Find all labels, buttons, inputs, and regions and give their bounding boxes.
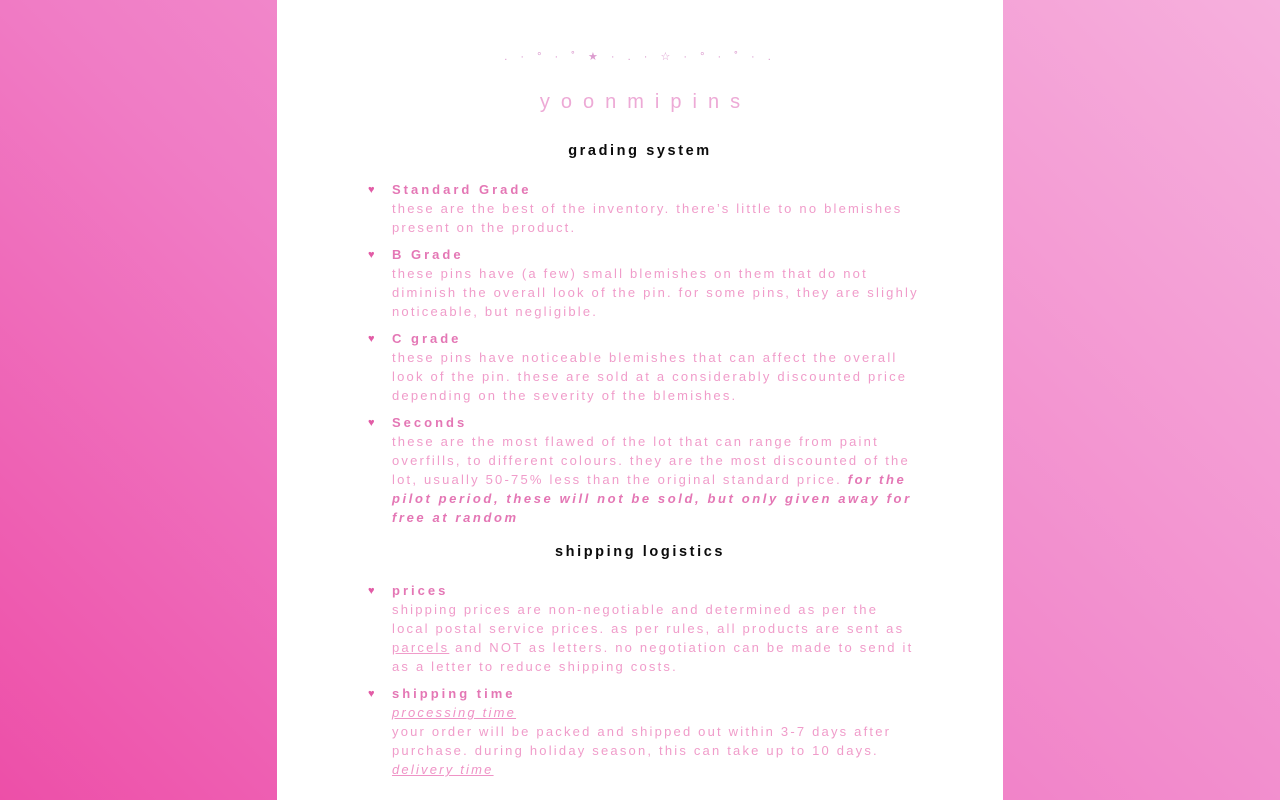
item-title: B Grade: [392, 247, 464, 262]
item-body: these pins have (a few) small blemishes on them that do not diminish the overall look of the pin. for some pins, they are slighly noticeable, but negligible.: [392, 266, 919, 319]
heart-bullet-icon: ♥: [368, 417, 375, 429]
list-item-prices: [368, 581, 928, 676]
sparkle-divider-icon: . · ° · ˚ ★ · . · ☆ · ° · ˚ · .: [504, 51, 776, 63]
item-body: these are the best of the inventory. there’s little to no blemishes present on the product.: [392, 201, 903, 235]
processing-time-link[interactable]: processing time: [392, 705, 517, 720]
heart-bullet-icon: ♥: [368, 688, 375, 700]
page-content: [277, 0, 1003, 779]
site-title: yoonmipins: [539, 91, 752, 113]
list-item-b-grade: [368, 245, 928, 321]
item-title: C grade: [392, 331, 462, 346]
item-title: Standard Grade: [392, 182, 532, 197]
item-body: these pins have noticeable blemishes that can affect the overall look of the pin. these are sold at a considerably discounted price depending on the severity of the blemishes.: [392, 350, 908, 403]
item-body: your order will be packed and shipped out within 3-7 days after purchase. during holiday season, this can take up to 10 days.: [392, 724, 892, 758]
content-panel: [277, 0, 1003, 800]
list-item-standard-grade: [368, 180, 928, 237]
grading-system-list: [368, 180, 928, 527]
heart-bullet-icon: ♥: [368, 184, 375, 196]
list-item-seconds: [368, 413, 928, 527]
shipping-logistics-list: [368, 581, 928, 779]
item-body-text: shipping prices are non-negotiable and determined as per the local postal service prices. as per rules, all products are sent as: [392, 602, 905, 636]
item-body: [392, 600, 920, 676]
item-title: prices: [392, 583, 449, 598]
item-title: Seconds: [392, 415, 468, 430]
section-heading-shipping-logistics: shipping logistics: [554, 544, 726, 560]
pilot-period-emphasis: for the pilot period, these will not be sold, but only given away for free at random: [392, 472, 912, 525]
section-heading-grading-system: grading system: [568, 143, 712, 159]
delivery-time-link[interactable]: delivery time: [392, 762, 494, 777]
item-body-text: and NOT as letters. no negotiation can be made to send it as a letter to reduce shipping costs.: [392, 640, 914, 674]
item-title: shipping time: [392, 686, 516, 701]
list-item-c-grade: [368, 329, 928, 405]
list-item-shipping-time: [368, 684, 928, 779]
heart-bullet-icon: ♥: [368, 249, 375, 261]
item-body-text: these are the most flawed of the lot that can range from paint overfills, to different colours. they are the most discounted of the lot, usually 50-75% less than the original standard price.: [392, 434, 910, 487]
item-body: [392, 432, 920, 527]
heart-bullet-icon: ♥: [368, 585, 375, 597]
parcels-link[interactable]: parcels: [392, 640, 450, 655]
heart-bullet-icon: ♥: [368, 333, 375, 345]
